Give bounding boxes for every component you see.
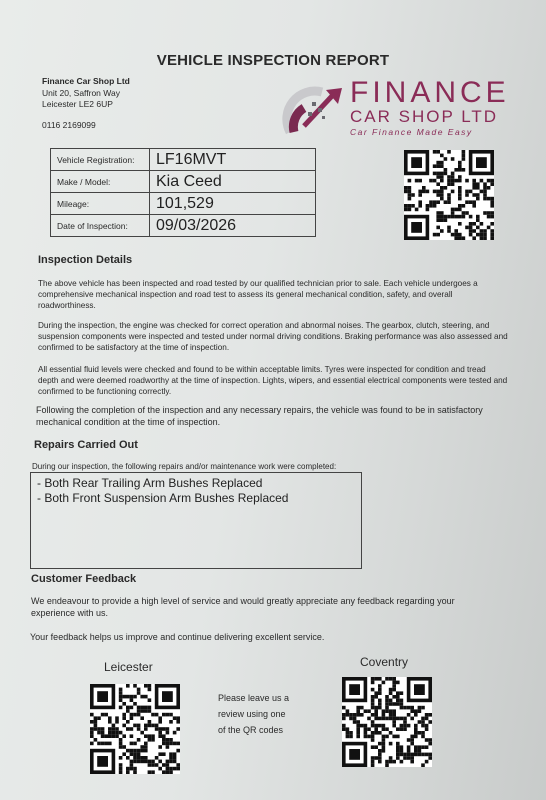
repair-item: - Both Rear Trailing Arm Bushes Replaced: [37, 476, 263, 490]
inspection-heading: Inspection Details: [38, 254, 133, 266]
make-model-value: Kia Ceed: [150, 171, 316, 193]
address-line-2: Leicester LE2 6UP: [42, 99, 113, 109]
repair-item: - Both Front Suspension Arm Bushes Replaced: [37, 491, 289, 505]
logo-word-finance: FINANCE: [350, 76, 510, 109]
review-prompt-line: of the QR codes: [218, 725, 284, 735]
table-row: [51, 193, 316, 215]
coventry-label: Coventry: [360, 655, 409, 669]
leicester-label: Leicester: [104, 660, 153, 674]
table-row: [51, 149, 316, 171]
inspection-date-value: 09/03/2026: [150, 215, 316, 237]
registration-value: LF16MVT: [150, 149, 316, 171]
inspection-paragraph-4: Following the completion of the inspection and any necessary repairs, the vehicle was found to be in satisfactory mechanical condition at the time of inspection.: [36, 405, 483, 427]
review-prompt-line: review using one: [218, 709, 286, 719]
inspection-date-label: Date of Inspection:: [51, 215, 150, 237]
inspection-paragraph-3: All essential fluid levels were checked and found to be within acceptable limits. Tyres were inspected for condition and tread depth and were deemed roadworthy at the time of inspection. Lights, wipers, and essential electrical components were tested and confirmed to be functioning correctly.: [38, 365, 508, 396]
table-row: [51, 215, 316, 237]
mileage-label: Mileage:: [51, 193, 150, 215]
leicester-qr-code-icon[interactable]: [90, 684, 180, 774]
company-phone: 0116 2169099: [42, 120, 96, 130]
review-prompt: [218, 690, 308, 738]
logo-word-carshop: CAR SHOP LTD: [350, 107, 499, 126]
address-line-1: Unit 20, Saffron Way: [42, 87, 120, 98]
company-logo: [282, 78, 512, 140]
feedback-heading: Customer Feedback: [31, 573, 137, 585]
coventry-qr-code-icon[interactable]: [342, 677, 432, 767]
repairs-list: [30, 472, 362, 569]
company-address: [42, 76, 130, 111]
logo-tagline: Car Finance Made Easy: [350, 127, 473, 137]
review-prompt-line: Please leave us a: [218, 693, 290, 703]
repairs-heading: Repairs Carried Out: [34, 439, 138, 451]
qr-code-icon[interactable]: [404, 150, 494, 240]
inspection-paragraph-2: During the inspection, the engine was checked for correct operation and abnormal noises. The gearbox, clutch, steering, and suspension components were inspected and tested under normal driving conditions. Braking performance was also assessed and confirmed to be satisfactory at the time of inspection.: [38, 321, 508, 352]
repairs-intro: During our inspection, the following repairs and/or maintenance work were completed:: [32, 462, 337, 471]
company-name: Finance Car Shop Ltd: [42, 76, 130, 86]
inspection-paragraph-1: The above vehicle has been inspected and road tested by our qualified technician prior to sale. Each vehicle undergoes a comprehensive mechanical inspection and road test to assess its general mechanical condition, safety, and overall roadworthiness.: [38, 279, 478, 310]
table-row: [51, 171, 316, 193]
logo-speedometer-icon: [282, 82, 348, 138]
make-model-label: Make / Model:: [51, 171, 150, 193]
mileage-value: 101,529: [150, 193, 316, 215]
feedback-paragraph-2: Your feedback helps us improve and continue delivering excellent service.: [30, 632, 325, 642]
vehicle-info-table: [50, 148, 316, 237]
report-title: VEHICLE INSPECTION REPORT: [156, 52, 390, 69]
registration-label: Vehicle Registration:: [51, 149, 150, 171]
feedback-paragraph-1: We endeavour to provide a high level of service and would greatly appreciate any feedback regarding your experience with us.: [31, 596, 455, 618]
